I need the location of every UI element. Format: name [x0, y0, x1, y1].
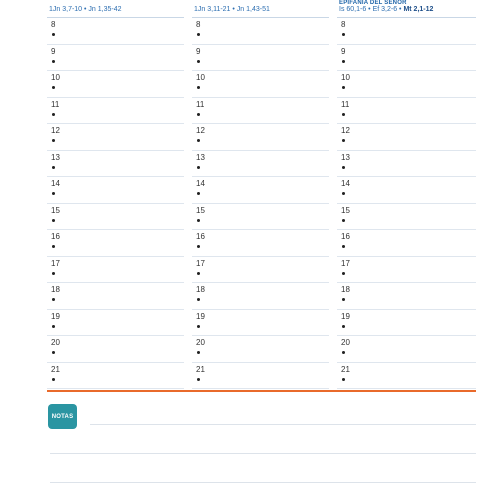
bullet-icon [197, 192, 200, 195]
hour-slot[interactable] [47, 204, 184, 231]
bullet-icon [52, 60, 55, 63]
hour-slot[interactable] [337, 18, 476, 45]
bullet-icon [197, 298, 200, 301]
day-readings [49, 6, 122, 14]
bullet-icon [342, 272, 345, 275]
bullet-icon [197, 351, 200, 354]
hour-slot[interactable] [192, 151, 329, 178]
hour-slot[interactable] [192, 18, 329, 45]
hour-label: 10 [341, 73, 350, 82]
bullet-icon [197, 60, 200, 63]
hour-slot[interactable] [337, 71, 476, 98]
bullet-icon [197, 166, 200, 169]
notes-line [50, 453, 476, 454]
hour-slot[interactable] [192, 124, 329, 151]
notes-line [90, 424, 476, 425]
hour-slot[interactable] [47, 124, 184, 151]
hour-label: 18 [341, 285, 350, 294]
hour-label: 8 [341, 20, 346, 29]
hour-label: 16 [196, 232, 205, 241]
bullet-icon [52, 219, 55, 222]
hour-label: 9 [341, 46, 346, 56]
hour-label: 12 [196, 126, 205, 135]
hour-label: 9 [51, 46, 56, 56]
hour-label: 9 [196, 46, 201, 56]
hour-slot[interactable] [192, 71, 329, 98]
hour-slot[interactable] [47, 363, 184, 390]
bullet-icon [342, 245, 345, 248]
hour-slot[interactable] [192, 283, 329, 310]
hour-slot[interactable] [337, 363, 476, 390]
hour-slot[interactable] [337, 98, 476, 125]
hour-label: 19 [341, 311, 350, 321]
bullet-icon [342, 60, 345, 63]
day-readings [194, 6, 270, 14]
hour-label: 18 [51, 285, 60, 294]
hour-slot[interactable] [337, 124, 476, 151]
hour-slot[interactable] [337, 204, 476, 231]
notes-badge [48, 404, 77, 429]
day-header [337, 0, 476, 18]
hour-label: 21 [341, 364, 350, 374]
hour-slot[interactable] [192, 177, 329, 204]
bullet-icon [52, 272, 55, 275]
readings-text: 1Jn 3,7-10 • Jn 1,35-42 [49, 6, 122, 13]
hour-label: 10 [51, 73, 60, 82]
hour-slot[interactable] [337, 45, 476, 72]
bullet-icon [197, 245, 200, 248]
hour-slot[interactable] [337, 336, 476, 363]
bullet-icon [342, 351, 345, 354]
bullet-icon [52, 86, 55, 89]
hour-label: 10 [196, 73, 205, 82]
hour-slot[interactable] [47, 151, 184, 178]
day-column [192, 0, 329, 389]
hour-label: 21 [51, 364, 60, 374]
bullet-icon [342, 113, 345, 116]
section-divider [47, 390, 476, 392]
bullet-icon [197, 33, 200, 36]
hour-label: 8 [51, 20, 56, 29]
day-header [47, 0, 184, 18]
hour-label: 20 [196, 338, 205, 347]
hour-label: 13 [51, 152, 60, 162]
hour-slot[interactable] [192, 230, 329, 257]
readings-text: 1Jn 3,11-21 • Jn 1,43-51 [194, 6, 270, 13]
hour-label: 13 [341, 152, 350, 162]
bullet-icon [52, 192, 55, 195]
hour-label: 15 [341, 205, 350, 215]
bullet-icon [197, 139, 200, 142]
hour-slot[interactable] [192, 336, 329, 363]
hour-slot[interactable] [47, 45, 184, 72]
hour-label: 16 [51, 232, 60, 241]
bullet-icon [52, 33, 55, 36]
bullet-icon [342, 298, 345, 301]
hour-slot[interactable] [47, 257, 184, 284]
bullet-icon [52, 378, 55, 381]
bullet-icon [197, 272, 200, 275]
hour-label: 14 [51, 179, 60, 188]
day-readings [339, 6, 433, 14]
hour-slot[interactable] [47, 230, 184, 257]
hour-label: 15 [196, 205, 205, 215]
hour-slot[interactable] [47, 310, 184, 337]
hour-slot[interactable] [337, 283, 476, 310]
bullet-icon [197, 325, 200, 328]
hour-slot[interactable] [192, 310, 329, 337]
hour-slot[interactable] [47, 336, 184, 363]
hour-slot[interactable] [337, 230, 476, 257]
notes-label: NOTAS [51, 413, 74, 420]
hour-slot[interactable] [47, 283, 184, 310]
hour-label: 11 [196, 99, 205, 109]
bullet-icon [52, 166, 55, 169]
hour-slot[interactable] [337, 257, 476, 284]
hour-label: 11 [51, 99, 60, 109]
bullet-icon [342, 33, 345, 36]
hour-label: 8 [196, 20, 201, 29]
hour-label: 19 [51, 311, 60, 321]
bullet-icon [342, 139, 345, 142]
hour-label: 11 [341, 99, 350, 109]
hour-label: 17 [196, 258, 205, 268]
hour-slot[interactable] [47, 177, 184, 204]
bullet-icon [197, 378, 200, 381]
day-column [337, 0, 476, 389]
bullet-icon [342, 192, 345, 195]
hour-slot[interactable] [192, 204, 329, 231]
bullet-icon [52, 298, 55, 301]
hour-label: 14 [196, 179, 205, 188]
hour-slot[interactable] [47, 71, 184, 98]
hour-label: 20 [341, 338, 350, 347]
hour-label: 18 [196, 285, 205, 294]
bullet-icon [342, 378, 345, 381]
hour-label: 17 [341, 258, 350, 268]
gospel-reading: Mt 2,1-12 [403, 6, 434, 13]
hour-slot[interactable] [337, 310, 476, 337]
bullet-icon [197, 219, 200, 222]
hour-label: 16 [341, 232, 350, 241]
hour-label: 20 [51, 338, 60, 347]
bullet-icon [342, 166, 345, 169]
bullet-icon [52, 113, 55, 116]
hour-slot[interactable] [192, 257, 329, 284]
bullet-icon [342, 86, 345, 89]
hour-label: 21 [196, 364, 205, 374]
hour-label: 15 [51, 205, 60, 215]
readings-text: Is 60,1-6 • Ef 3,2-6 • [339, 6, 404, 13]
hour-slot[interactable] [47, 98, 184, 125]
hour-label: 17 [51, 258, 60, 268]
hour-label: 19 [196, 311, 205, 321]
bullet-icon [52, 139, 55, 142]
day-header [192, 0, 329, 18]
hour-slot[interactable] [337, 151, 476, 178]
bullet-icon [52, 245, 55, 248]
hour-slot[interactable] [192, 45, 329, 72]
bullet-icon [197, 86, 200, 89]
hour-label: 14 [341, 179, 350, 188]
hour-label: 12 [341, 126, 350, 135]
hour-slot[interactable] [192, 363, 329, 390]
hour-slot[interactable] [192, 98, 329, 125]
bullet-icon [197, 113, 200, 116]
bullet-icon [52, 351, 55, 354]
bullet-icon [342, 325, 345, 328]
bullet-icon [342, 219, 345, 222]
notes-line [50, 482, 476, 483]
hour-slot[interactable] [47, 18, 184, 45]
day-title: EPIFANÍA DEL SEÑOR [339, 0, 407, 6]
day-column [47, 0, 184, 389]
bullet-icon [52, 325, 55, 328]
hour-label: 12 [51, 126, 60, 135]
hour-label: 13 [196, 152, 205, 162]
hour-slot[interactable] [337, 177, 476, 204]
